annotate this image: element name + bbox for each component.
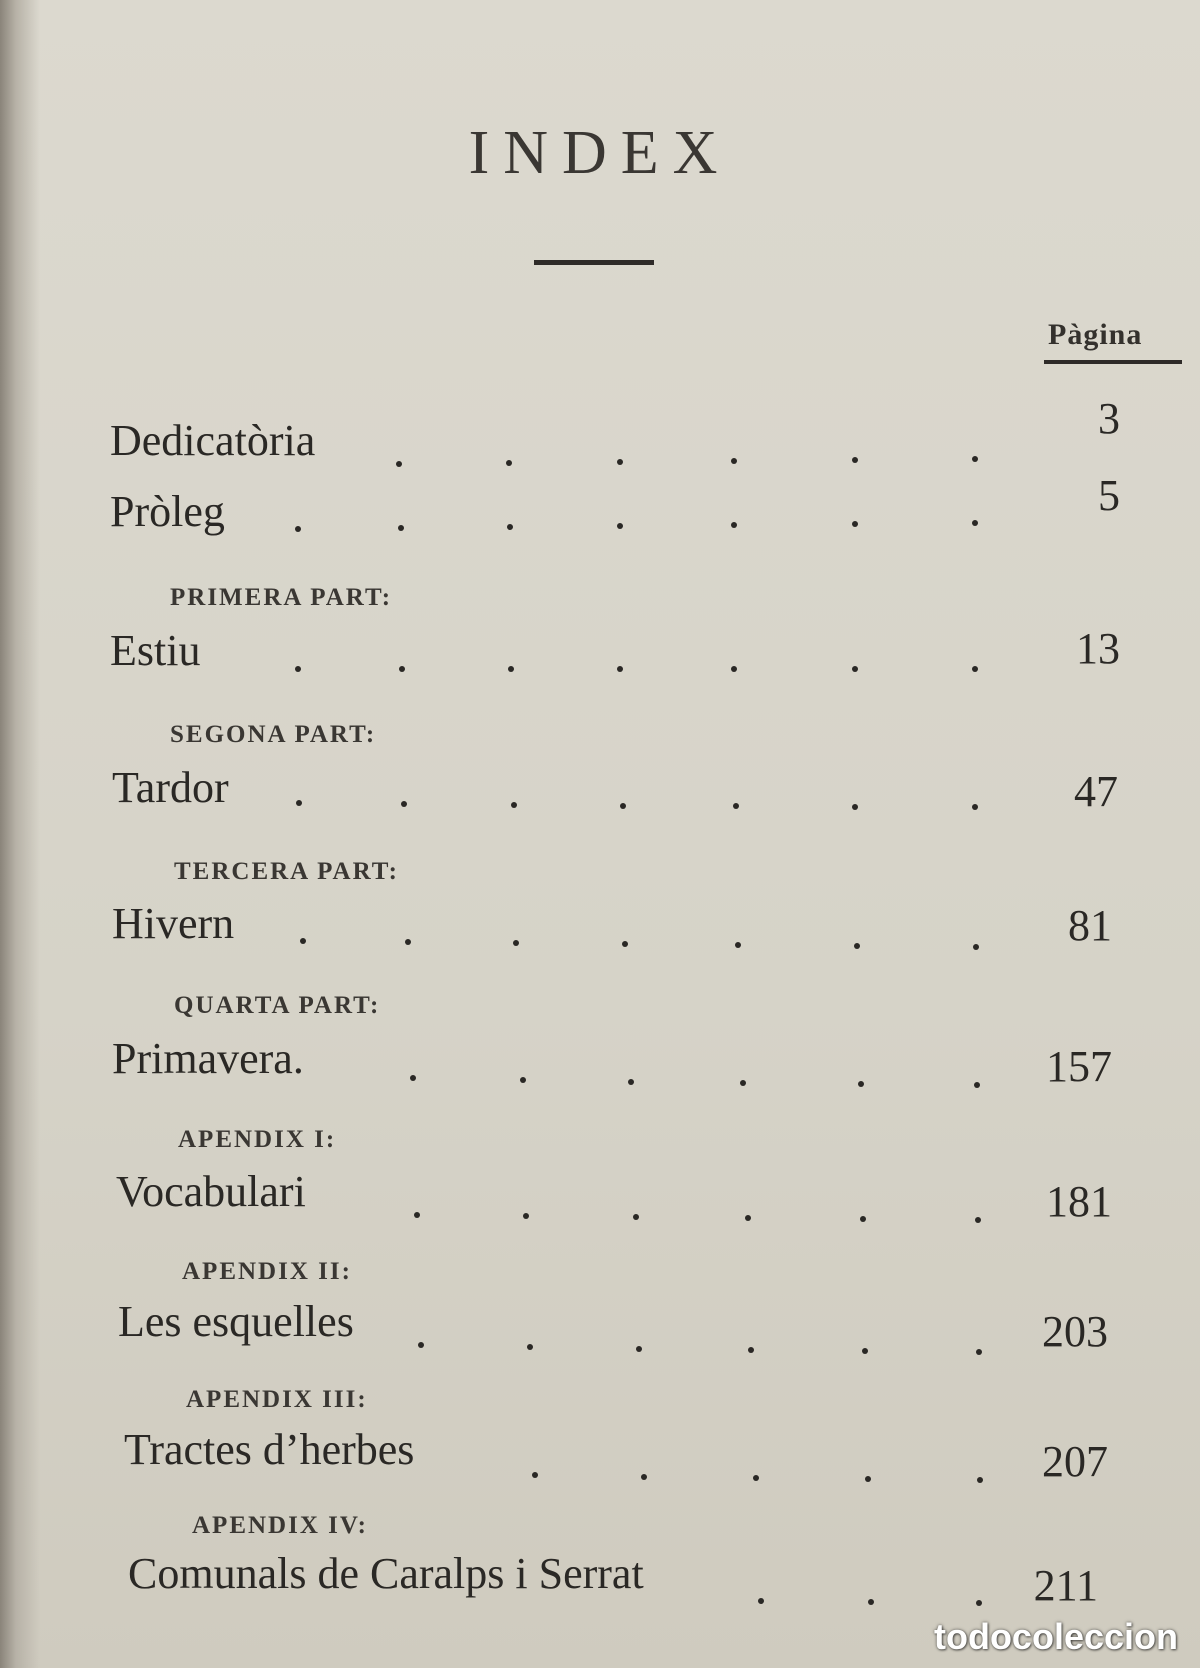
toc-row (0, 625, 1200, 695)
leader-dot (731, 522, 737, 528)
toc-row (0, 1424, 1200, 1494)
toc-entry-page: 211 (1033, 1561, 1098, 1610)
leader-dot (975, 1217, 981, 1223)
leader-dot (401, 801, 407, 807)
appendix-heading: APENDIX III: (186, 1386, 368, 1413)
part-heading: QUARTA PART: (174, 992, 381, 1019)
toc-entry-label: Pròleg (110, 487, 225, 536)
page-column-header: Pàgina (1048, 318, 1143, 351)
leader-dot (976, 1349, 982, 1355)
leader-dot (733, 803, 739, 809)
toc-entry-page: 157 (1046, 1042, 1112, 1091)
leader-dot (523, 1213, 529, 1219)
leader-dot (862, 1348, 868, 1354)
leader-dot (852, 457, 858, 463)
leader-dot (622, 941, 628, 947)
leader-dot (731, 666, 737, 672)
leader-dot (977, 1477, 983, 1483)
leader-dot (972, 804, 978, 810)
index-title: INDEX (468, 119, 732, 187)
leader-dot (731, 458, 737, 464)
leader-dot (973, 944, 979, 950)
leader-dot (418, 1342, 424, 1348)
toc-entry-page: 5 (1098, 471, 1120, 520)
toc-entry-label: Hivern (112, 899, 235, 948)
leader-dot (414, 1212, 420, 1218)
leader-dot (636, 1346, 642, 1352)
leader-dot (513, 940, 519, 946)
leader-dot (852, 666, 858, 672)
leader-dot (506, 460, 512, 466)
leader-dot (507, 524, 513, 530)
leader-dot (405, 939, 411, 945)
leader-dot (641, 1474, 647, 1480)
leader-dot (520, 1077, 526, 1083)
leader-dot (633, 1214, 639, 1220)
toc-row (0, 898, 1200, 968)
leader-dot (300, 938, 306, 944)
leader-dot (532, 1472, 538, 1478)
leader-dot (508, 666, 514, 672)
toc-row (0, 1296, 1200, 1366)
leader-dot (295, 666, 301, 672)
toc-row (0, 1166, 1200, 1236)
leader-dot (865, 1476, 871, 1482)
leader-dot (628, 1079, 634, 1085)
toc-entry-label: Les esquelles (118, 1297, 354, 1346)
leader-dot (748, 1347, 754, 1353)
toc-entry-page: 203 (1042, 1307, 1108, 1356)
leader-dot (740, 1080, 746, 1086)
leader-dot (410, 1075, 416, 1081)
appendix-heading: APENDIX II: (182, 1258, 352, 1285)
appendix-heading: APENDIX I: (178, 1126, 337, 1153)
leader-dot (617, 666, 623, 672)
site-watermark: todocoleccion (933, 1616, 1178, 1657)
leader-dot (974, 1082, 980, 1088)
leader-dot (852, 521, 858, 527)
leader-dot (758, 1598, 764, 1604)
toc-entry-label: Dedicatòria (110, 416, 316, 465)
leader-dot (617, 459, 623, 465)
leader-dot (295, 526, 301, 532)
toc-row (0, 1548, 1200, 1618)
toc-entry-page: 181 (1046, 1177, 1112, 1226)
leader-dot (620, 803, 626, 809)
toc-row (0, 762, 1200, 832)
appendix-heading: APENDIX IV: (192, 1512, 368, 1539)
leader-dot (617, 523, 623, 529)
toc-entry-page: 207 (1042, 1437, 1108, 1486)
title-underline (534, 260, 654, 265)
toc-row (0, 471, 1200, 560)
leader-dot (852, 804, 858, 810)
leader-dot (972, 520, 978, 526)
toc-entry-page: 47 (1074, 767, 1118, 816)
leader-dot (745, 1215, 751, 1221)
leader-dot (399, 666, 405, 672)
leader-dot (396, 461, 402, 467)
leader-dot (868, 1599, 874, 1605)
leader-dot (854, 943, 860, 949)
leader-dot (296, 800, 302, 806)
leader-dot (972, 456, 978, 462)
leader-dot (860, 1216, 866, 1222)
leader-dot (735, 942, 741, 948)
leader-dot (511, 802, 517, 808)
toc-entry-label: Estiu (110, 626, 201, 675)
toc-entry-page: 81 (1068, 901, 1112, 950)
toc-entry-label: Tardor (112, 763, 229, 812)
toc-entry-label: Tractes d’herbes (124, 1425, 415, 1474)
toc-entry-label: Vocabulari (116, 1167, 306, 1216)
leader-dot (398, 525, 404, 531)
leader-dot (972, 666, 978, 672)
part-heading: TERCERA PART: (174, 858, 399, 885)
spine-shadow (0, 0, 40, 1668)
part-heading: SEGONA PART: (170, 721, 377, 748)
toc-entry-page: 3 (1098, 394, 1120, 443)
part-heading: PRIMERA PART: (170, 584, 393, 611)
toc-row (0, 1033, 1200, 1103)
leader-dot (527, 1344, 533, 1350)
toc-entry-label: Comunals de Caralps i Serrat (128, 1549, 644, 1598)
leader-dot (753, 1475, 759, 1481)
toc-entry-page: 13 (1076, 624, 1120, 673)
leader-dot (858, 1081, 864, 1087)
page-column-underline (1044, 360, 1182, 364)
toc-entry-label: Primavera. (112, 1034, 304, 1083)
